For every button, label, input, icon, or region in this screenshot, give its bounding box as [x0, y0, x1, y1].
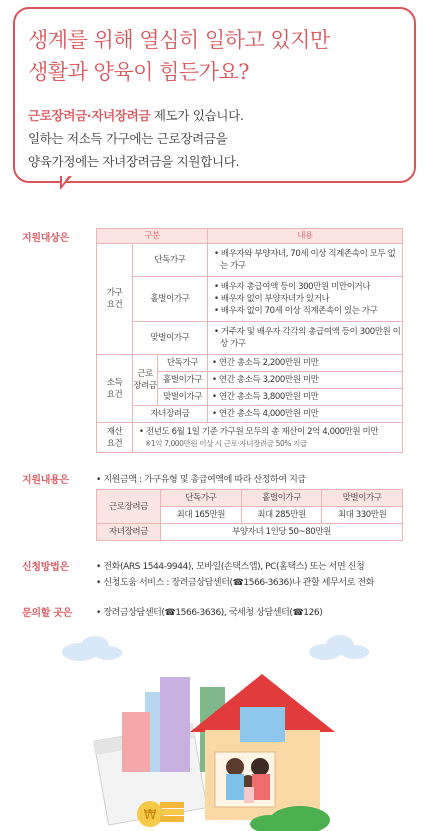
- row-content: • 연간 총소득 3,800만원 미만: [208, 389, 403, 406]
- asset-group-label: 재산 요건: [97, 423, 133, 453]
- type-cell: 단독가구: [161, 490, 242, 507]
- row-content: • 전년도 6월 1일 기준 가구원 모두의 총 재산이 2억 4,000만원 미만 ※1억 7,000만원 이상 시 근로·자녀장려금 50% 지급: [133, 423, 403, 453]
- apply-line1: • 전화(ARS 1544-9944), 모바일(손택스앱), PC(홈택스) 또는 서면 신청: [96, 562, 365, 572]
- target-table: [96, 228, 403, 453]
- table-header-row: [97, 229, 403, 244]
- section-apply-label: 신청방법은: [22, 562, 69, 573]
- family-house-illustration: [0, 632, 436, 831]
- row-type: 단독가구: [158, 355, 208, 372]
- table-row: [97, 277, 403, 322]
- type-cell: 맞벌이가구: [322, 490, 403, 507]
- table-row: [97, 524, 403, 541]
- type-cell: 홑벌이가구: [241, 490, 322, 507]
- section-content-label: 지원내용은: [22, 475, 69, 486]
- support-table: [96, 489, 403, 541]
- table-row: [97, 490, 403, 507]
- row-type: 맞벌이가구: [158, 389, 208, 406]
- amount-cell: 최대 285만원: [241, 507, 322, 524]
- income-group-label: 소득 요건: [97, 355, 133, 423]
- row-type: 홑벌이가구: [158, 372, 208, 389]
- header-category: 구분: [97, 229, 208, 244]
- intro-line2: 일하는 저소득 가구에는 근로장려금을: [28, 131, 228, 146]
- child-label: 자녀장려금: [97, 524, 161, 541]
- section-inquiry-label: 문의할 곳은: [22, 608, 72, 619]
- work-label: 근로장려금: [97, 490, 161, 524]
- work-group-label: 근로 장려금: [133, 355, 158, 406]
- row-type: 맞벌이가구: [133, 322, 208, 355]
- row-content: • 배우자 총급여액 등이 300만원 미만이거나 • 배우자 없이 부양자녀가 있거나 • 배우자 없이 70세 이상 직계존속이 있는 가구: [208, 277, 403, 322]
- table-row: [97, 244, 403, 277]
- asset-note: ※1억 7,000만원 이상 시 근로·자녀장려금 50% 지급: [145, 438, 307, 448]
- row-content: • 연간 총소득 4,000만원 미만: [208, 406, 403, 423]
- household-group-label: 가구 요건: [97, 244, 133, 355]
- apply-line2: • 신청도움 서비스 : 장려금상담센터(☎1566-3636)나 관할 세무서로 전화: [96, 578, 375, 588]
- support-intro: • 지원금액 : 가구유형 및 총급여액에 따라 산정하여 지급: [96, 475, 306, 485]
- table-row: [97, 355, 403, 372]
- cloud-icon: [309, 635, 369, 660]
- coin-icon: [137, 801, 184, 827]
- section-target-label: 지원대상은: [22, 233, 69, 244]
- row-content: • 연간 총소득 2,200만원 미만: [208, 355, 403, 372]
- row-content: • 거주자 및 배우자 각각의 총급여액 등이 300만원 이상 가구: [208, 322, 403, 355]
- headline-line1: 생계를 위해 열심히 일하고 있지만: [28, 28, 330, 52]
- table-row: [97, 322, 403, 355]
- row-content: • 연간 총소득 3,200만원 미만: [208, 372, 403, 389]
- headline-line2: 생활과 양육이 힘든가요?: [28, 60, 249, 84]
- cloud-icon: [62, 636, 122, 661]
- intro-line1: 근로장려금·자녀장려금 제도가 있습니다.: [28, 108, 244, 123]
- row-type: 자녀장려금: [133, 406, 208, 423]
- child-amount: 부양자녀 1인당 50~80만원: [161, 524, 403, 541]
- intro-highlight: 근로장려금·자녀장려금: [28, 108, 151, 123]
- row-type: 단독가구: [133, 244, 208, 277]
- table-row: [97, 406, 403, 423]
- header-content: 내용: [208, 229, 403, 244]
- row-type: 홑벌이가구: [133, 277, 208, 322]
- table-row: [97, 423, 403, 453]
- row-content: • 배우자와 부양자녀, 70세 이상 직계존속이 모두 없는 가구: [208, 244, 403, 277]
- intro-line3: 양육가정에는 자녀장려금을 지원합니다.: [28, 154, 240, 169]
- amount-cell: 최대 165만원: [161, 507, 242, 524]
- svg-text:₩: ₩: [143, 808, 157, 823]
- amount-cell: 최대 330만원: [322, 507, 403, 524]
- inquiry-line1: • 장려금상담센터(☎1566-3636), 국세청 상담센터(☎126): [96, 608, 323, 618]
